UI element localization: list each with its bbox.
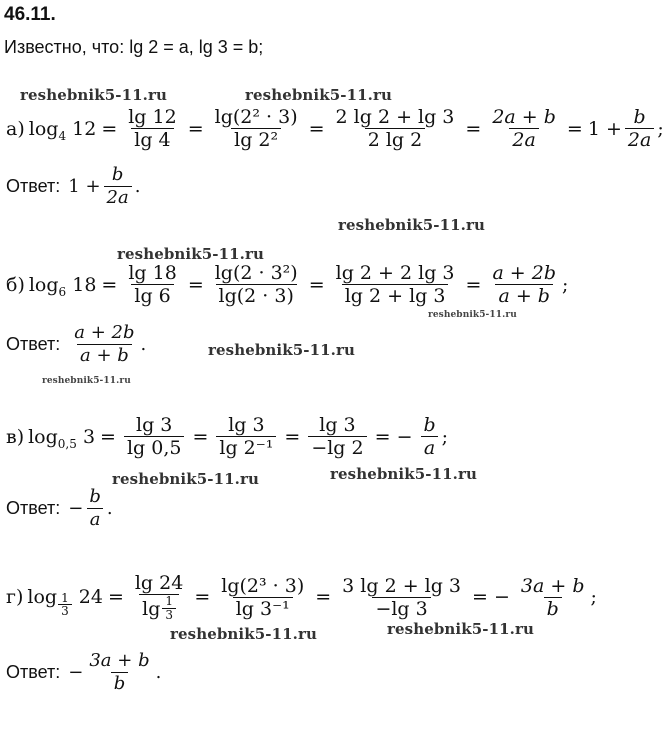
watermark: reshebnik5-11.ru <box>20 86 167 104</box>
watermark: reshebnik5-11.ru <box>338 216 485 234</box>
part-a-answer: Ответ: 1 + $\frac{b}{2a}$ . <box>6 164 141 208</box>
part-d-answer: Ответ: − $\frac{3a + b}{b}$ . <box>6 650 162 694</box>
watermark: reshebnik5-11.ru <box>208 341 355 359</box>
fraction: $\frac{2 \lg 2 + \lg 3}{2 \lg 2}$ <box>335 106 455 151</box>
watermark: reshebnik5-11.ru <box>330 465 477 483</box>
fraction: $\frac{b}{2a}$ <box>625 106 654 151</box>
watermark: reshebnik5-11.ru <box>387 620 534 638</box>
fraction: $\frac{\lg 12}{\lg 4}$ <box>128 106 177 151</box>
watermark: reshebnik5-11.ru <box>245 86 392 104</box>
log-arg: 12 <box>72 117 97 140</box>
given-statement: Известно, что: lg 2 = a, lg 3 = b; <box>4 37 264 57</box>
part-c-equation: в) $\log_{0,5} 3$ = $\frac{\lg 3}{\lg 0,5}$ = $\frac{\lg 3}{\text{lg 2⁻¹}}$ = $\frac{\lg 3}{-\lg 2}$ = − $\frac{b}{a}$ ; <box>6 414 449 459</box>
part-c-answer: Ответ: − $\frac{b}{a}$ . <box>6 486 113 530</box>
part-label: а) <box>6 117 25 140</box>
watermark: reshebnik5-11.ru <box>170 625 317 643</box>
fraction: $\frac{2a + b}{2a}$ <box>492 106 556 151</box>
log-base: 4 <box>58 128 67 143</box>
part-b-equation: б) $\log_6 18$ = $\frac{\lg 18}{\lg 6}$ = $\frac{\text{lg(2 · 3²)}}{\lg(2 \cdot 3)}$ = $\frac{\lg 2 + 2 \lg 3}{\lg 2 + \lg 3}$ = $\frac{a + 2b}{a + b}$ ; <box>6 262 569 307</box>
problem-number: 46.11. <box>4 4 56 25</box>
part-d-equation: г) log $\frac{1}{3}$ 24 = lg 24 lg $\frac{1}{3}$ = $\frac{\text{lg(2³ · 3)}}{\text{lg 3⁻¹}}$ = $\frac{3 \lg 2 + \lg 3}{-\lg 3}$ = − $\frac{3a + b}{b}$ ; <box>6 572 597 622</box>
watermark: reshebnik5-11.ru <box>428 310 517 320</box>
part-a-equation: а) $\log_4 12$ = $\frac{\lg 12}{\lg 4}$ = $\frac{\text{lg(2² · 3)}}{\text{lg 2²}}$ = $\frac{2 \lg 2 + \lg 3}{2 \lg 2}$ = $\frac{2a + b}{2a}$ = 1 + $\frac{b}{2a}$ ; <box>6 106 664 151</box>
part-b-answer: Ответ: $\frac{a + 2b}{a + b}$ . <box>6 322 147 366</box>
watermark: reshebnik5-11.ru <box>112 470 259 488</box>
watermark: reshebnik5-11.ru <box>117 245 264 263</box>
fraction: $\frac{\text{lg(2² · 3)}}{\text{lg 2²}}$ <box>214 106 298 151</box>
watermark: reshebnik5-11.ru <box>42 376 131 386</box>
